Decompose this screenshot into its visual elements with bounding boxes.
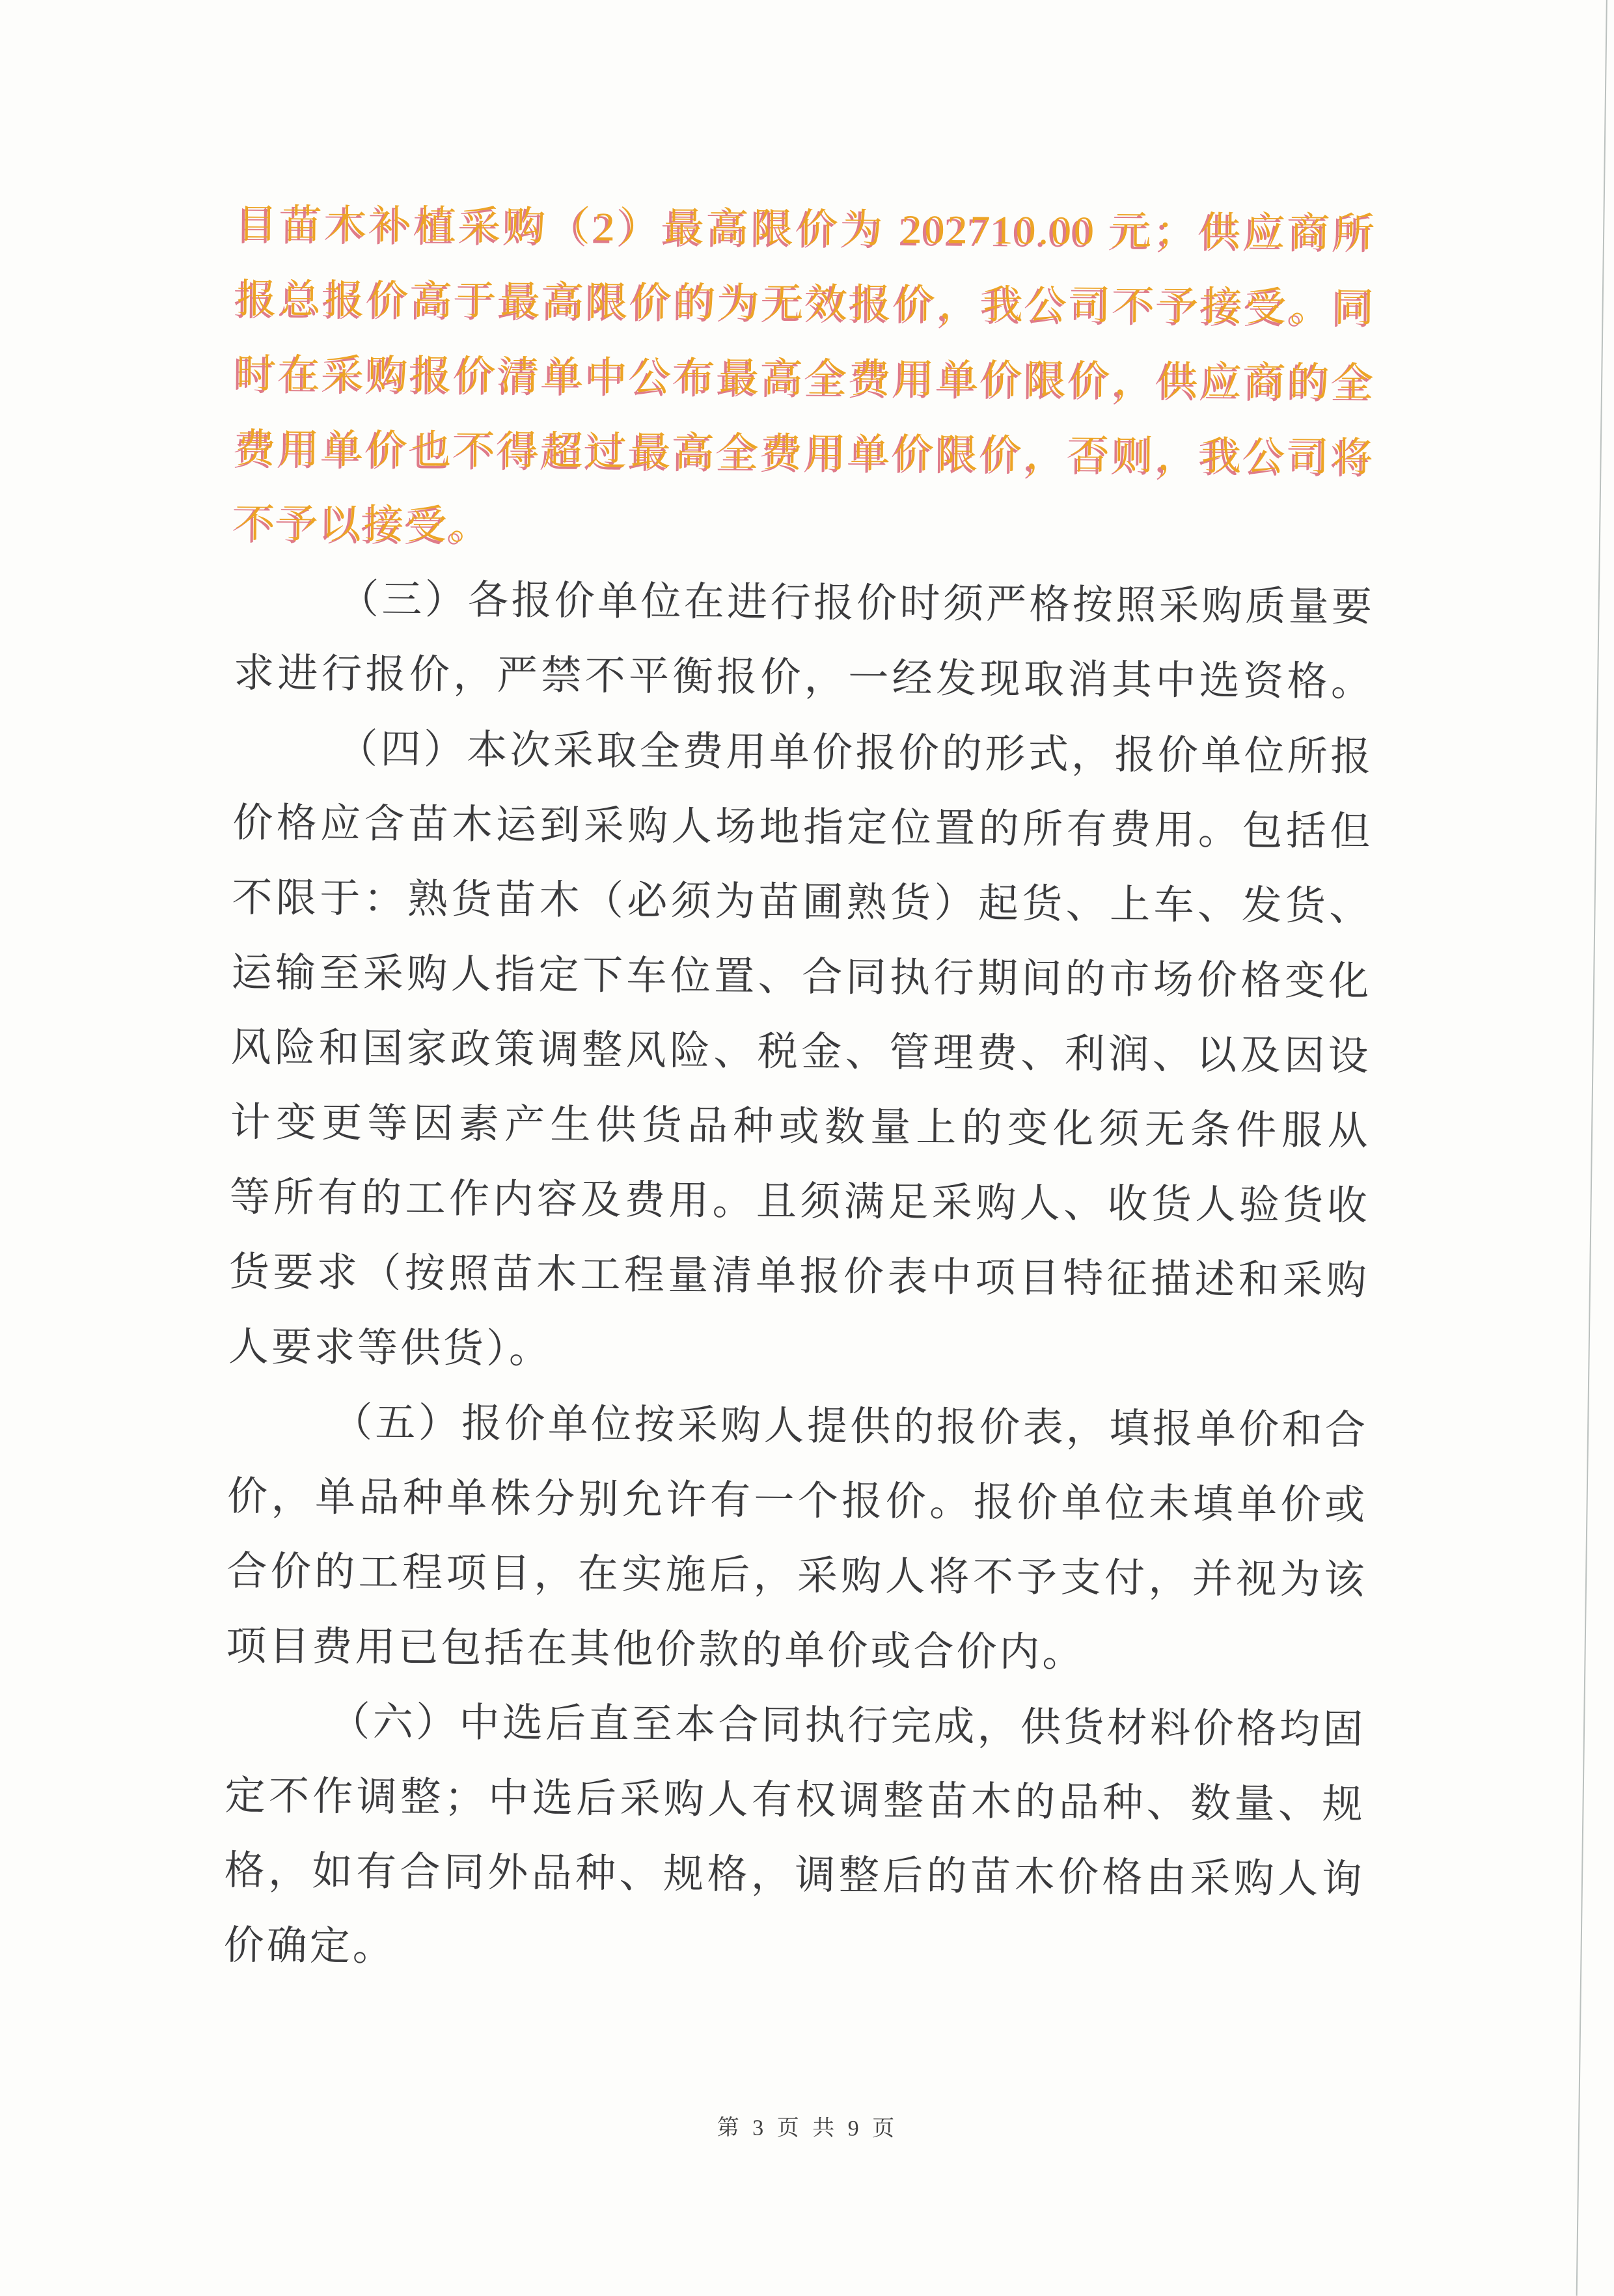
doc-line: （六）中选后直至本合同执行完成，供货材料价格均固 bbox=[329, 1700, 1366, 1753]
doc-line: 报总报价高于最高限价的为无效报价，我公司不予接受。同 bbox=[236, 277, 1377, 331]
doc-line: 定不作调整；中选后采购人有权调整苗木的品种、数量、规 bbox=[225, 1773, 1365, 1827]
doc-line: 项目费用已包括在其他价款的单价或合价内。 bbox=[226, 1624, 1086, 1676]
doc-line: 费用单价也不得超过最高全费用单价限价，否则，我公司将 bbox=[235, 426, 1376, 480]
doc-line: 求进行报价，严禁不平衡报价，一经发现取消其中选资格。 bbox=[233, 651, 1375, 705]
doc-line: 不予以接受。 bbox=[234, 501, 493, 549]
doc-line: 人要求等供货）。 bbox=[228, 1324, 553, 1372]
document-text-block bbox=[223, 187, 1378, 1993]
doc-line: 运输至采购人指定下车位置、合同执行期间的市场价格变化 bbox=[231, 950, 1372, 1004]
doc-line: 格，如有合同外品种、规格，调整后的苗木价格由采购人询 bbox=[224, 1848, 1365, 1902]
doc-line: 时在采购报价清单中公布最高全费用单价限价，供应商的全 bbox=[236, 351, 1376, 405]
doc-line: 价，单品种单株分别允许有一个报价。报价单位未填单价或 bbox=[226, 1474, 1368, 1528]
doc-line: 货要求（按照苗木工程量清单报价表中项目特征描述和采购 bbox=[228, 1250, 1370, 1304]
doc-line: 计变更等因素产生供货品种或数量上的变化须无条件服从 bbox=[230, 1100, 1371, 1154]
doc-line: 不限于：熟货苗木（必须为苗圃熟货）起货、上车、发货、 bbox=[232, 875, 1373, 929]
scan-edge-artifact bbox=[1576, 0, 1607, 2296]
doc-line: 价格应含苗木运到采购人场地指定位置的所有费用。包括但 bbox=[232, 800, 1373, 854]
doc-line: 目苗木补植采购（2）最高限价为 202710.00 元；供应商所 bbox=[237, 202, 1378, 256]
doc-line: 合价的工程项目，在实施后，采购人将不予支付，并视为该 bbox=[226, 1549, 1367, 1603]
doc-line: 风险和国家政策调整风险、税金、管理费、利润、以及因设 bbox=[230, 1025, 1371, 1079]
doc-line: 价确定。 bbox=[223, 1923, 396, 1969]
doc-line: （四）本次采取全费用单价报价的形式，报价单位所报 bbox=[336, 727, 1374, 780]
doc-line: 等所有的工作内容及费用。且须满足采购人、收货人验货收 bbox=[229, 1175, 1371, 1229]
doc-line: （三）各报价单位在进行报价时须严格按照采购质量要 bbox=[338, 577, 1375, 630]
page-footer: 第 3 页 共 9 页 bbox=[717, 2116, 899, 2141]
doc-line: （五）报价单位按采购人提供的报价表，填报单价和合 bbox=[331, 1401, 1369, 1453]
